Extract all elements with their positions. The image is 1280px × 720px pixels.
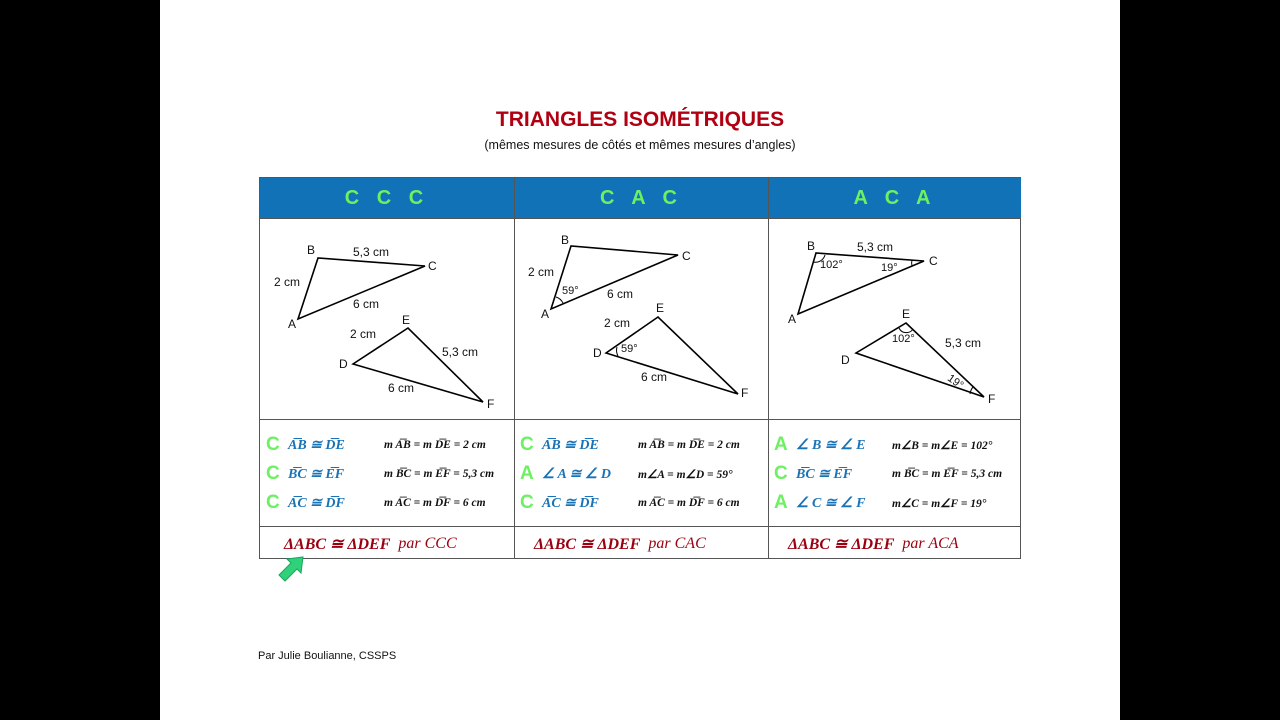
side-label: 2 cm [350,327,377,341]
pointer-arrow-icon [275,553,309,583]
vertex-label: C [929,254,938,268]
conclusion-statement: ΔABC ≅ ΔDEF [788,536,895,553]
angle-label: 19° [881,262,898,274]
criterion-letter: A [520,463,534,484]
property-row [520,460,733,488]
vertex-label: E [656,301,665,315]
page-title: TRIANGLES ISOMÉTRIQUES [495,108,785,131]
angle-label: 102° [892,333,915,345]
properties-ccc [266,430,512,526]
conclusion-cac [534,528,706,560]
vertex-label: E [402,313,411,327]
side-label: 2 cm [604,316,631,330]
property-row [774,460,1002,488]
property-row [266,431,486,459]
vertex-label: E [902,307,911,321]
congruence-statement: A͞B ≅ D͞E [542,437,599,453]
slide [160,0,1120,720]
property-row [266,460,494,488]
measure-statement: m∠C = m∠F = 19° [892,498,987,510]
figure-cac [515,219,768,419]
measure-statement: m A͞B = m D͞E = 2 cm [384,439,486,451]
properties-aca [774,430,1020,526]
congruence-statement: ∠ C ≅ ∠ F [796,495,866,511]
vertex-label: D [841,353,850,367]
conclusion-statement: ΔABC ≅ ΔDEF [284,536,391,553]
author-credit: Par Julie Boulianne, CSSPS [258,650,397,662]
angle-label: 19° [945,372,966,392]
properties-cac [520,430,766,526]
angle-label: 102° [820,259,843,271]
angle-label: 59° [621,343,638,355]
property-row [774,431,992,459]
vertex-label: F [988,392,996,406]
vertex-label: B [307,243,316,257]
congruence-statement: ∠ A ≅ ∠ D [542,466,611,482]
vertex-label: A [541,307,550,321]
congruence-statement: A͞C ≅ D͞F [288,495,345,511]
measure-statement: m B͞C = m E͞F = 5,3 cm [892,468,1003,480]
side-label: 5,3 cm [945,336,982,350]
vertex-label: A [788,312,797,326]
page-subtitle: (mêmes mesures de côtés et mêmes mesures d’angles) [484,138,796,152]
side-label: 6 cm [353,297,380,311]
vertex-label: B [561,233,570,247]
side-label: 6 cm [388,381,415,395]
side-label: 5,3 cm [442,345,479,359]
congruence-statement: B͞C ≅ E͞F [288,466,345,482]
header-aca: A C A [769,178,1021,218]
conclusion-ccc [284,528,457,560]
vertex-label: F [487,397,495,411]
congruence-statement: A͞B ≅ D͞E [288,437,345,453]
congruence-statement: B͞C ≅ E͞F [796,466,853,482]
criterion-letter: C [520,434,534,455]
side-label: 2 cm [528,265,555,279]
conclusion-criterion: par CCC [398,535,457,552]
side-label: 5,3 cm [353,245,390,259]
measure-statement: m A͞C = m D͞F = 6 cm [384,497,486,509]
row-divider [260,419,1020,420]
criterion-letter: C [266,492,280,513]
header-ccc: C C C [260,178,514,218]
vertex-label: A [288,317,297,331]
criterion-letter: A [774,492,788,513]
measure-statement: m A͞B = m D͞E = 2 cm [638,439,740,451]
vertex-label: B [807,239,816,253]
row-divider [260,526,1020,527]
side-label: 6 cm [607,287,634,301]
criterion-letter: C [520,492,534,513]
criterion-letter: C [774,463,788,484]
measure-statement: m∠B = m∠E = 102° [892,440,993,452]
criterion-letter: C [266,463,280,484]
criterion-letter: C [266,434,280,455]
conclusion-statement: ΔABC ≅ ΔDEF [534,536,641,553]
property-row [266,489,486,517]
criteria-table [259,177,1021,559]
header-cac: C A C [515,178,768,218]
figure-aca [769,219,1021,419]
conclusion-criterion: par CAC [648,535,706,552]
measure-statement: m B͞C = m E͞F = 5,3 cm [384,468,495,480]
vertex-label: D [593,346,602,360]
triangles-cac-drawing [515,219,768,419]
measure-statement: m A͞C = m D͞F = 6 cm [638,497,740,509]
conclusion-criterion: par ACA [902,535,959,552]
side-label: 6 cm [641,370,668,384]
figure-ccc [260,219,514,419]
vertex-label: C [428,259,437,273]
property-row [520,489,740,517]
vertex-label: C [682,249,691,263]
side-label: 5,3 cm [857,240,894,254]
triangle-def [856,323,984,397]
criterion-letter: A [774,434,788,455]
congruence-statement: ∠ B ≅ ∠ E [796,437,866,453]
property-row [774,489,986,517]
angle-label: 59° [562,285,579,297]
property-row [520,431,740,459]
congruence-statement: A͞C ≅ D͞F [542,495,599,511]
measure-statement: m∠A = m∠D = 59° [638,469,733,481]
side-label: 2 cm [274,275,301,289]
vertex-label: D [339,357,348,371]
conclusion-aca [788,528,959,560]
vertex-label: F [741,386,749,400]
